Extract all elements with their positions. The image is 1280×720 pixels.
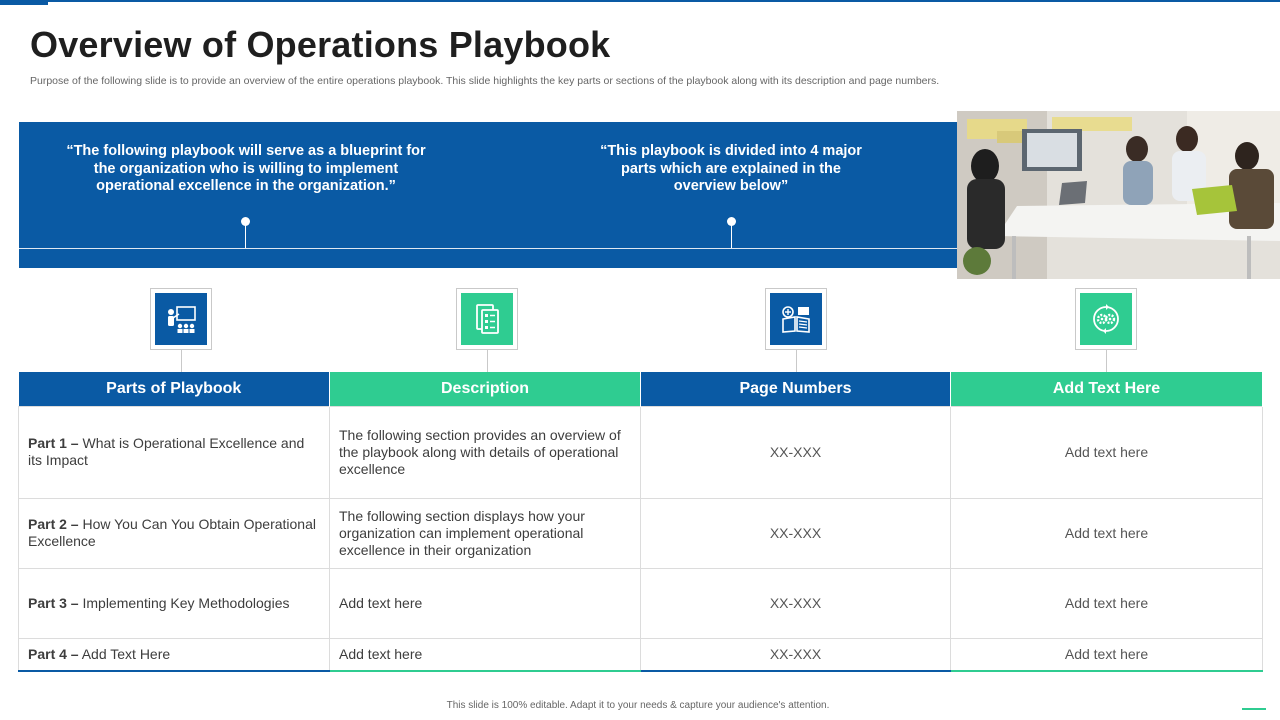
icon-connector-3 (796, 350, 797, 372)
table-row (19, 498, 1263, 568)
extra-cell: Add text here (951, 638, 1263, 671)
header-description: Description (330, 372, 641, 406)
table-header-row (19, 372, 1263, 406)
icon-connector-1 (181, 350, 182, 372)
playbook-table (18, 372, 1263, 672)
part-cell (19, 638, 330, 671)
extra-cell: Add text here (951, 498, 1263, 568)
page-title: Overview of Operations Playbook (30, 24, 611, 65)
table-row (19, 638, 1263, 671)
description-cell: The following section displays how your organization can implement operational excellence in their organization (330, 498, 641, 568)
page-numbers-cell: XX-XXX (641, 568, 951, 638)
part-label: Part 2 – (28, 516, 79, 532)
icon-card-3 (765, 288, 827, 350)
meeting-photo (957, 111, 1280, 279)
part-label: Part 4 – (28, 645, 79, 662)
page-numbers-cell: XX-XXX (641, 638, 951, 671)
header-page-numbers: Page Numbers (641, 372, 951, 406)
presentation-icon (155, 293, 207, 345)
description-cell: Add text here (330, 568, 641, 638)
page-numbers-cell: XX-XXX (641, 498, 951, 568)
icon-card-2 (456, 288, 518, 350)
part-title: What is Operational Excellence and its Impact (28, 435, 305, 468)
icon-card-1 (150, 288, 212, 350)
icon-card-4 (1075, 288, 1137, 350)
banner-quote-2: “This playbook is divided into 4 major parts which are explained in the overview below” (600, 143, 862, 194)
part-cell (19, 406, 330, 498)
description-cell: The following section provides an overview of the playbook along with details of operational excellence (330, 406, 641, 498)
header-parts: Parts of Playbook (19, 372, 330, 406)
timeline-pin-2 (731, 222, 732, 248)
part-label: Part 1 – (28, 435, 79, 451)
timeline-line (19, 248, 961, 249)
timeline-pin-1 (245, 222, 246, 248)
part-title: Add Text Here (78, 645, 171, 662)
page-subtitle: Purpose of the following slide is to provide an overview of the entire operations playbook. This slide highlights the key parts or sections of the playbook along with its description and page numbers. (30, 75, 940, 87)
document-checklist-icon (461, 293, 513, 345)
gears-cycle-icon (1080, 293, 1132, 345)
extra-cell: Add text here (951, 406, 1263, 498)
icon-connector-4 (1106, 350, 1107, 372)
part-cell (19, 568, 330, 638)
table-row (19, 406, 1263, 498)
top-rule (0, 0, 1280, 2)
header-add-text: Add Text Here (951, 372, 1263, 406)
top-rule-accent (0, 0, 48, 5)
quote-banner (19, 122, 970, 268)
part-label: Part 3 – (28, 594, 79, 611)
part-cell (19, 498, 330, 568)
footer-note: This slide is 100% editable. Adapt it to your needs & capture your audience's attention. (446, 700, 830, 711)
extra-cell: Add text here (951, 568, 1263, 638)
footer-accent (1242, 708, 1266, 710)
part-title: Implementing Key Methodologies (78, 594, 290, 611)
table-row (19, 568, 1263, 638)
book-icon (770, 293, 822, 345)
description-cell: Add text here (330, 638, 641, 671)
icon-connector-2 (487, 350, 488, 372)
part-title: How You Can You Obtain Operational Excellence (28, 516, 316, 549)
banner-quote-1: “The following playbook will serve as a blueprint for the organization who is willing to implement operational excellence in the organization.” (66, 143, 426, 194)
page-numbers-cell: XX-XXX (641, 406, 951, 498)
